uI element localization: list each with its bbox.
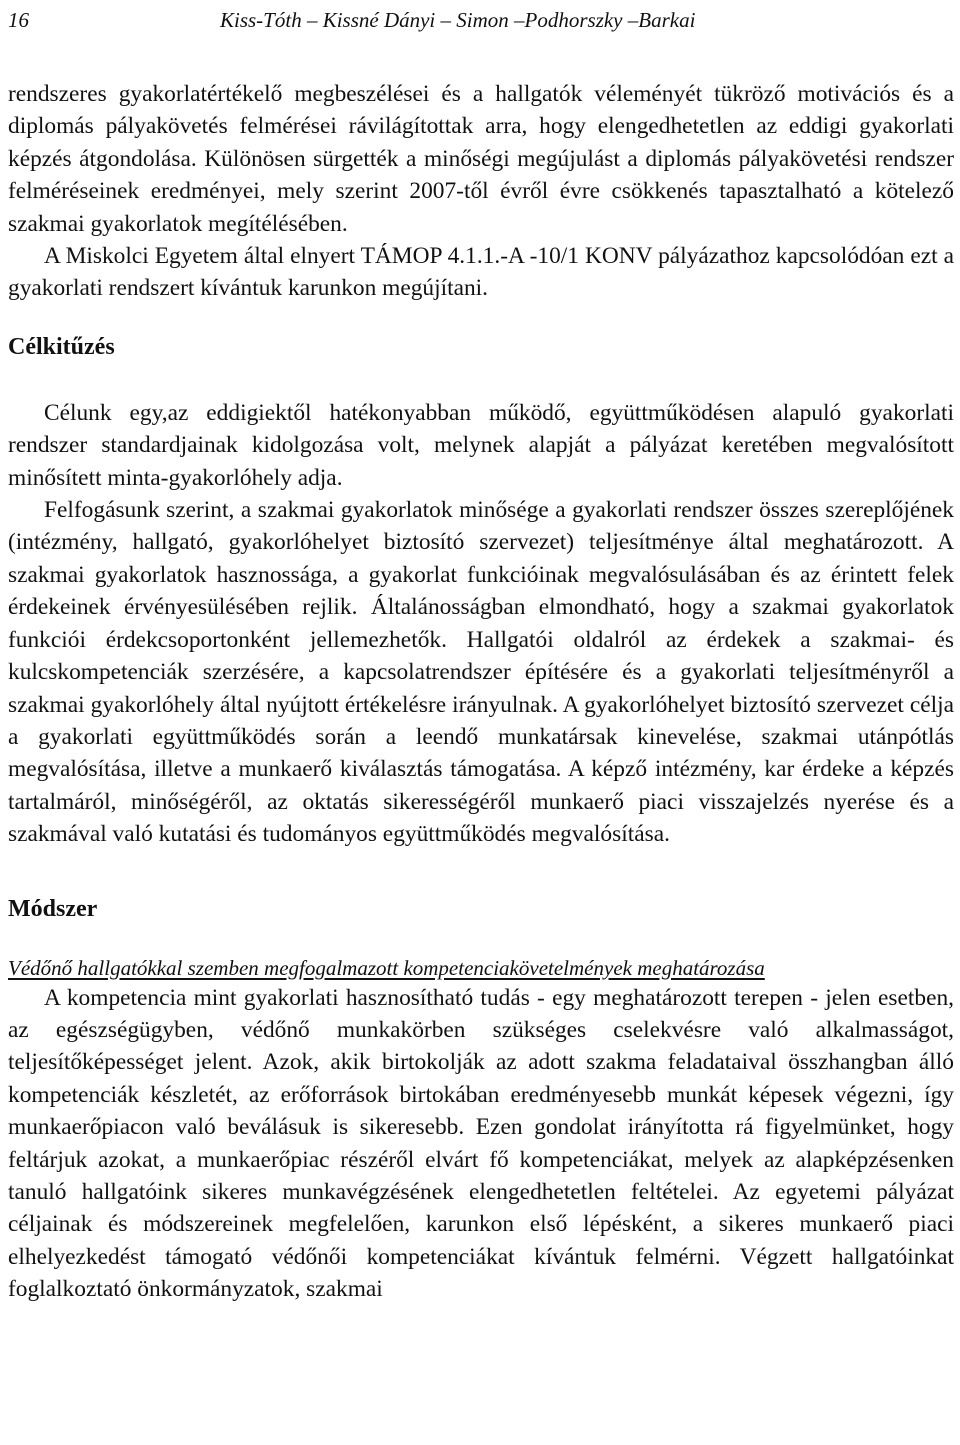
celkituzes-paragraph-1: Célunk egy,az eddigiektől hatékonyabban működő, együttműködésen alapuló gyakorlati rendszer standardjainak kidolgozása volt, melynek alapját a pályázat keretében megvalósított minősített minta-gyakorlóhely adja. [8,399,954,491]
running-header [8,0,954,40]
section-heading-modszer: Módszer [8,895,98,922]
intro-paragraph-2: A Miskolci Egyetem által elnyert TÁMOP 4.1.1.-A -10/1 KONV pályázathoz kapcsolódóan ezt a gyakorlati rendszert kívántuk karunkon megújítani. [8,243,954,302]
section-heading-celkituzes: Célkitűzés [8,333,115,360]
celkituzes-paragraph-2: Felfogásunk szerint, a szakmai gyakorlatok minősége a gyakorlati rendszer összes szereplőjének (intézmény, hallgató, gyakorlóhelyet biztosító szervezet) teljesítménye által meghatározott. A szakmai gyakorlatok hasznossága, a gyakorlat funkcióinak megvalósulásában és az érintett felek érdekeinek érvényesülésében rejlik. Általánosságban elmondható, hogy a szakmai gyakorlatok funkciói érdekcsoportonként jellemezhetők. Hallgatói oldalról az érdekek a szakmai- és kulcskompetenciák szerzésére, a kapcsolatrendszer építésére és a gyakorlati teljesítményről a szakmai gyakorlóhely által nyújtott értékelésre irányulnak. A gyakorlóhelyet biztosító szervezet célja a gyakorlati együttműködés során a leendő munkatársak kinevelése, szakmai utánpótlás megvalósítása, illetve a munkaerő kiválasztás támogatása. A képző intézmény, kar érdeke a képzés tartalmáról, minőségéről, az oktatás sikerességéről munkaerő piaci visszajelzés nyerése és a szakmával való kutatási és tudományos együttműködés megvalósítása. [8,497,954,848]
running-header-authors: Kiss-Tóth – Kissné Dányi – Simon –Podhorszky –Barkai [220,8,696,32]
modszer-paragraph-1: A kompetencia mint gyakorlati hasznosítható tudás - egy meghatározott terepen - jelen esetben, az egészségügyben, védőnő munkakörben szükséges cselekvésre való alkalmasságot, teljesítőképességet jelent. Azok, akik birtokolják az adott szakma feladataival összhangban álló kompetenciák készletét, az erőforrások birtokában eredményesebb munkát képesek végezni, így munkaerőpiacon való beválásuk is sikeresebb. Ezen gondolat irányította rá figyelmünket, hogy feltárjuk azokat, a munkaerőpiac részéről elvárt fő kompetenciákat, melyek az alapképzésenken tanuló hallgatóink sikeres munkavégzésének elengedhetetlen feltételei. Az egyetemi pályázat céljainak és módszereinek megfelelően, karunkon első lépésként, a sikeres munkaerő piaci elhelyezkedést támogató védőnői kompetenciákat kívántuk felmérni. Végzett hallgatóinkat foglalkoztató önkormányzatok, szakmai [8,984,954,1303]
document-page [8,0,954,1306]
intro-paragraph-1: rendszeres gyakorlatértékelő megbeszélései és a hallgatók véleményét tükröző motivációs és a diplomás pályakövetés felmérései rávilágítottak arra, hogy elengedhetetlen az eddigi gyakorlati képzés átgondolása. Különösen sürgették a minőségi megújulást a diplomás pályakövetési rendszer felméréseinek eredményei, mely szerint 2007-től évről évre csökkenés tapasztalható a kötelező szakmai gyakorlatok megítélésében. [8,81,954,237]
page-number: 16 [8,8,29,32]
subsection-heading: Védőnő hallgatókkal szemben megfogalmazott kompetenciakövetelmények meghatározása [8,955,765,980]
